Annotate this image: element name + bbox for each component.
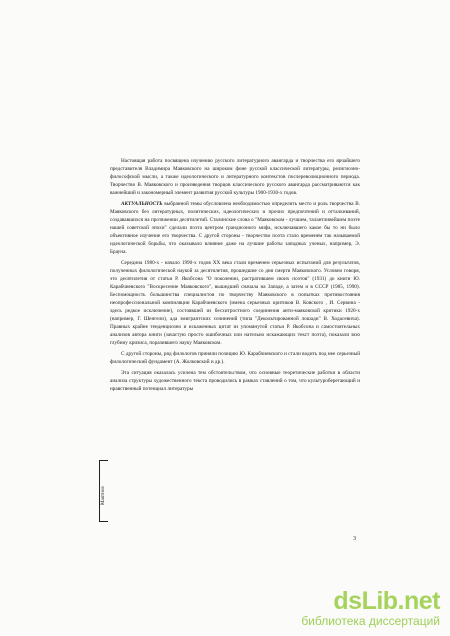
paragraph-situation bbox=[110, 369, 360, 393]
paragraph-history bbox=[110, 259, 360, 347]
paragraph-relevance bbox=[110, 200, 360, 256]
paragraph-text: Эта ситуация оказалась усилена тем обстоятельством, что основные теоретические работки в области анализа структуры художественного текста проводились в рамках ставлений о том, что культуроберегающий и нравственный потенциал литературы bbox=[110, 370, 360, 392]
margin-bracket-note bbox=[99, 460, 108, 522]
relevance-heading: АКТУАЛЬНОСТЬ bbox=[121, 201, 163, 207]
paragraph-intro bbox=[110, 157, 360, 197]
watermark-subtitle: библиотека диссертаций bbox=[301, 614, 440, 628]
watermark-logo: dsLib.net bbox=[333, 587, 440, 615]
paragraph-text: Середина 1980-х - начало 1990-х годов XX века стали временем серьезных испытаний для результатов, полученных филологической наукой за десятилетия, прошедшие со дня смерти Маяковского. Условно говоря, это десятилетия от статьи Р. Якобсона "О поколении, растратившем своих поэтов" (1931) до книги Ю. Карабчиевского "Воскресение Маяковского", вышедшей сначала на Западе, а затем и в СССР (1985, 1990). Беспомощность большинства специалистов по творчеству Маяковского в попытках противостояния неопрофессиональной компиляции Карабчиевского (имена серьезных критиков В. Ковского , И. Сервина - здесь редкое исключение), состоявшей из бесхитростного соединения анти-маяковской критики 1920-х (например, Г. Шенгели), ада эмигрантских сочинений (типа "Декольтированной лошади" В. Ходасевича). Правных крайне тенденциозно и искаженных цитат из упомянутой статьи Р. Якобсона и самостоятельных анализов автора книги (зачастую просто ошибочных или нательно искажающих текст поэта), показали всю глубину кризиса, поразившего науку Маяковском. bbox=[110, 260, 360, 346]
paragraph-text: выбранной темы обусловлена необходимостью определить место и роль творчества В. Маяковского без литературных, политических, идеологических и прочих предпочтений и отталкиваний, создававшихся на протяжении десятилетий. Сталинские слова о "Маяковском - лучшем, талантливейшем поэте нашей советской эпохи" сделали поэта центром грандиозного мифа, исключавшего какое бы то ни было объективное изучение его творчества. С другой стороны - творчество поэта стало временем так называемой идеологической борьбы, что оказывало влияние даже на лучшие работы западных ученых, например, Э. Брауна. bbox=[110, 201, 360, 255]
paragraph-other-side bbox=[110, 350, 360, 366]
paragraph-text: Настоящая работа посвящена изучению русского литературного авангарда и творчества его ярчайшего представителя Владимира Маяковского на широком фоне русской классической литературы, религиозно-философской мысли, а также идеологического и литературного контекстов послереволюционного периода. Творчество В. Маяковского и произведения творцов классического русского авангарда рассматриваются как важнейший и закономерный элемент развития русской культуры 1900-1930-х годов. bbox=[110, 158, 360, 196]
paragraph-text: С другой стороны, ряд филологов приняли позицию Ю. Карабчиевского и стали водить под нее серьезный филологический фундамент (А. Жолковский и др.). bbox=[110, 351, 360, 365]
site-watermark[interactable] bbox=[301, 588, 440, 628]
page-number: 3 bbox=[353, 536, 356, 542]
margin-note-text: Маятнов bbox=[101, 486, 106, 505]
document-body bbox=[110, 157, 360, 393]
